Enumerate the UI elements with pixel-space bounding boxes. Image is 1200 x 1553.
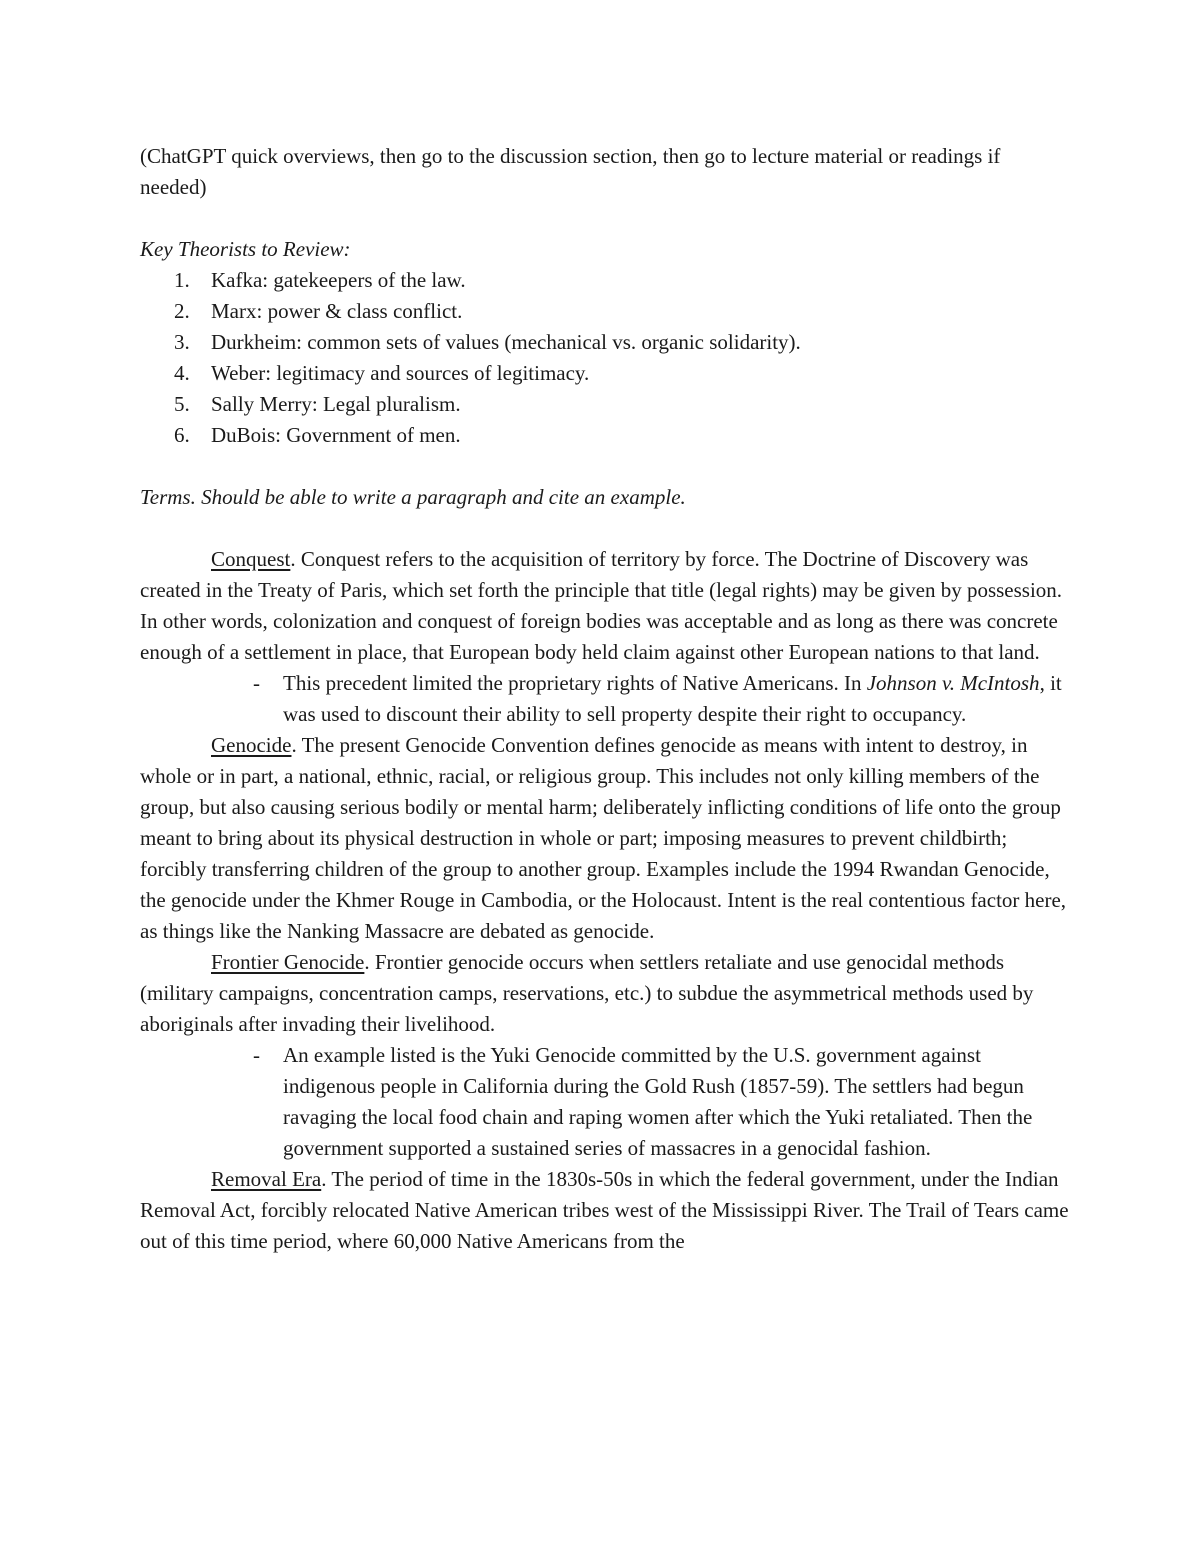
term-frontier-genocide bbox=[140, 947, 1070, 1040]
list-item-text: Weber: legitimacy and sources of legitimacy. bbox=[211, 361, 590, 385]
document-page bbox=[140, 141, 1070, 1257]
list-number: 5. bbox=[174, 392, 190, 416]
list-number: 6. bbox=[174, 423, 190, 447]
list-item bbox=[140, 265, 1070, 296]
list-item-text: Kafka: gatekeepers of the law. bbox=[211, 268, 466, 292]
bullet-text: This precedent limited the proprietary rights of Native Americans. In bbox=[283, 671, 867, 695]
term-name-frontier-genocide: Frontier Genocide bbox=[211, 950, 365, 974]
list-item bbox=[140, 296, 1070, 327]
bullet-conquest bbox=[140, 668, 1070, 730]
term-name-genocide: Genocide bbox=[211, 733, 292, 757]
list-number: 1. bbox=[174, 268, 190, 292]
term-body: . The present Genocide Convention defines genocide as means with intent to destroy, in whole or in part, a national, ethnic, racial, or religious group. This includes not only killing members of the group, but also causing serious bodily or mental harm; deliberately inflicting conditions of life onto the group meant to bring about its physical destruction in whole or part; imposing measures to prevent childbirth; forcibly transferring children of the group to another group. Examples include the 1994 Rwandan Genocide, the genocide under the Khmer Rouge in Cambodia, or the Holocaust. Intent is the real contentious factor here, as things like the Nanking Massacre are debated as genocide. bbox=[140, 733, 1067, 943]
term-conquest bbox=[140, 544, 1070, 668]
spacer bbox=[140, 513, 1070, 544]
list-item bbox=[140, 420, 1070, 451]
dash-bullet: - bbox=[253, 671, 260, 695]
terms-heading: Terms. Should be able to write a paragraph and cite an example. bbox=[140, 485, 686, 509]
theorists-list bbox=[140, 265, 1070, 451]
term-name-conquest: Conquest bbox=[211, 547, 291, 571]
dash-bullet: - bbox=[253, 1043, 260, 1067]
list-item-text: DuBois: Government of men. bbox=[211, 423, 461, 447]
list-item-text: Durkheim: common sets of values (mechanical vs. organic solidarity). bbox=[211, 330, 801, 354]
list-item bbox=[140, 327, 1070, 358]
term-genocide bbox=[140, 730, 1070, 947]
bullet-frontier-genocide bbox=[140, 1040, 1070, 1164]
list-item-text: Marx: power & class conflict. bbox=[211, 299, 463, 323]
list-item-text: Sally Merry: Legal pluralism. bbox=[211, 392, 461, 416]
list-number: 3. bbox=[174, 330, 190, 354]
list-number: 2. bbox=[174, 299, 190, 323]
bullet-text: , it was used to discount their ability to sell property despite their right to occupancy. bbox=[283, 671, 1062, 726]
list-item bbox=[140, 358, 1070, 389]
bullet-text: An example listed is the Yuki Genocide committed by the U.S. government against indigenous people in California during the Gold Rush (1857-59). The settlers had begun ravaging the local food chain and raping women after which the Yuki retaliated. Then the government supported a sustained series of massacres in a genocidal fashion. bbox=[283, 1043, 1033, 1160]
intro-paragraph: (ChatGPT quick overviews, then go to the discussion section, then go to lecture material or readings if needed) bbox=[140, 144, 1001, 199]
term-name-removal-era: Removal Era bbox=[211, 1167, 322, 1191]
term-removal-era bbox=[140, 1164, 1070, 1257]
term-body: . Frontier genocide occurs when settlers retaliate and use genocidal methods (military campaigns, concentration camps, reservations, etc.) to subdue the asymmetrical methods used by aboriginals after invading their livelihood. bbox=[140, 950, 1034, 1036]
list-number: 4. bbox=[174, 361, 190, 385]
case-name: Johnson v. McIntosh bbox=[866, 671, 1040, 695]
list-item bbox=[140, 389, 1070, 420]
spacer bbox=[140, 203, 1070, 234]
spacer bbox=[140, 451, 1070, 482]
term-body: . The period of time in the 1830s-50s in which the federal government, under the Indian Removal Act, forcibly relocated Native American tribes west of the Mississippi River. The Trail of Tears came out of this time period, where 60,000 Native Americans from the bbox=[140, 1167, 1069, 1253]
term-body: . Conquest refers to the acquisition of territory by force. The Doctrine of Discovery was created in the Treaty of Paris, which set forth the principle that title (legal rights) may be given by possession. In other words, colonization and conquest of foreign bodies was acceptable and as long as there was concrete enough of a settlement in place, that European body held claim against other European nations to that land. bbox=[140, 547, 1063, 664]
theorists-heading: Key Theorists to Review: bbox=[140, 237, 351, 261]
